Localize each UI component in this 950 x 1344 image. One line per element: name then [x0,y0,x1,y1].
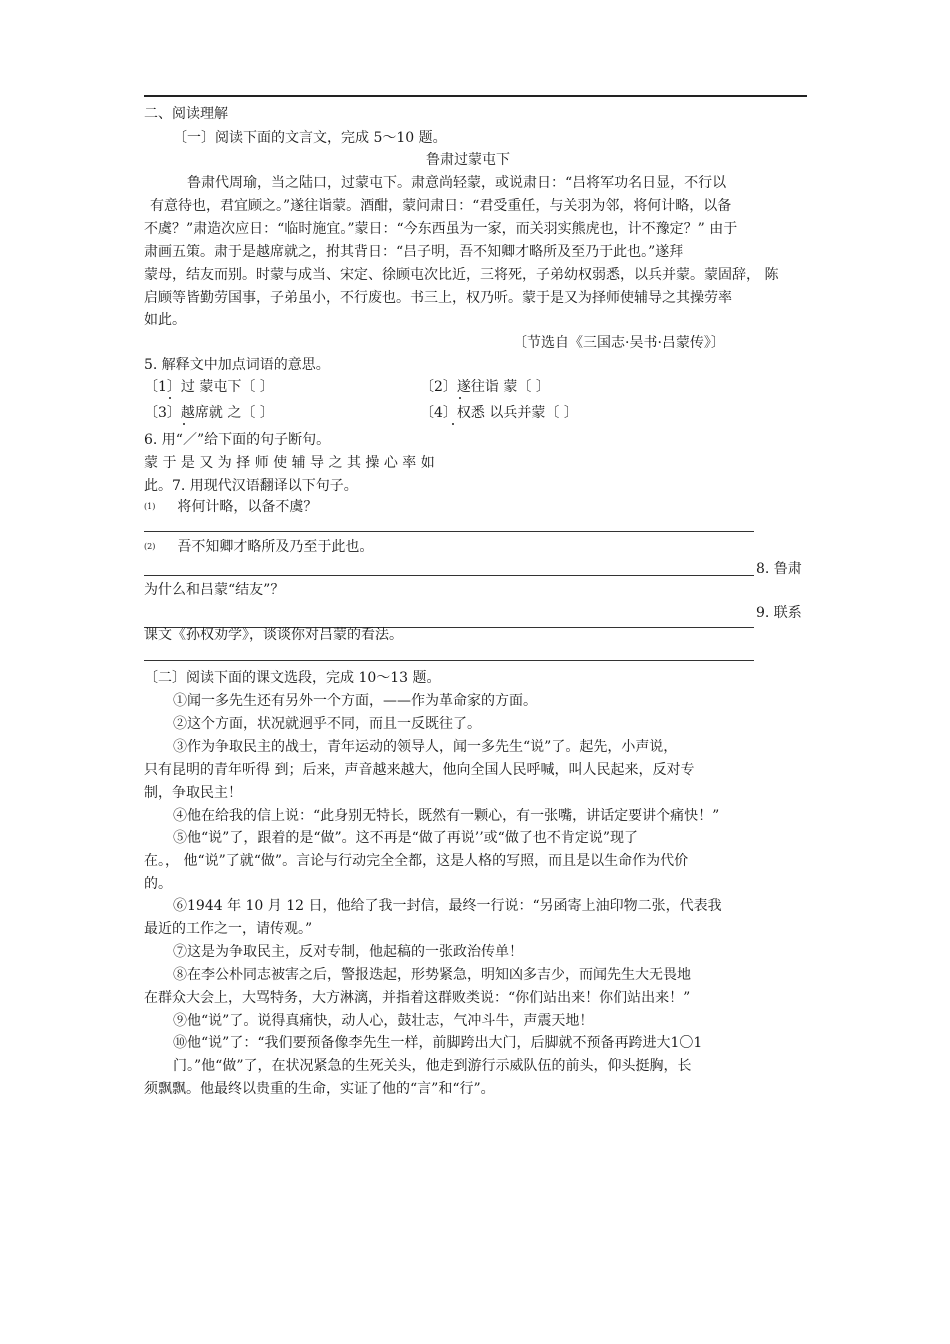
q8-text: 为什么和吕蒙“结友”？ [144,582,285,598]
answer-line [144,531,754,532]
part2-line: ①闻一多先生还有另外一个方面，——作为革命家的方面。 [173,693,537,709]
part2-line: ⑥1944 年 10 月 12 日，他给了我一封信，最终一行说：“另函寄上油印物二张，代表我 [173,898,722,914]
passage-line: 如此。 [144,312,186,328]
passage-line: 鲁肃代周瑜，当之陆口，过蒙屯下。肃意尚轻蒙，或说肃日：“吕将军功名日显，不行以 [187,175,727,191]
part2-line: 须飘飘。他最终以贵重的生命，实证了他的“言”和“行”。 [144,1081,495,1097]
q6-sentence-end: 此。7. 用现代汉语翻译以下句子。 [144,478,358,494]
part2-line: 最近的工作之一，请传观。” [144,921,313,937]
part2-line: 在群众大会上，大骂特务，大方淋漓，并指着这群败类说：“你们站出来！你们站出来！” [144,990,691,1006]
passage-title: 鲁肃过蒙屯下 [426,152,510,168]
q5-item-1: 〔1〕过 蒙屯下〔 〕 [144,379,274,395]
q5-item-2: 〔2〕遂往诣 蒙〔 〕 [420,379,550,395]
q8-label: 8. 鲁肃 [756,561,802,577]
part2-line: ④他在给我的信上说：“此身别无特长，既然有一颗心，有一张嘴，讲话定要讲个痛快！” [173,808,720,824]
part2-line: ⑦这是为争取民主，反对专制，他起稿的一张政治传单！ [173,944,523,960]
part1-instruction: 〔一〕阅读下面的文言文，完成 5～10 题。 [173,130,447,146]
part2-instruction: 〔二〕阅读下面的课文选段，完成 10～13 题。 [144,670,441,686]
q5-title: 5. 解释文中加点词语的意思。 [144,357,330,373]
q7-item-1: (1) 将何计略，以备不虞？ [144,499,318,515]
part2-line: 只有昆明的青年听得 到；后来，声音越来越大，他向全国人民呼喊，叫人民起来，反对专 [144,762,695,778]
passage-line: 有意待也，君宜顾之。”遂往诣蒙。酒酣，蒙问肃日：“君受重任，与关羽为邻，将何计略，以备 [150,198,732,214]
part2-line: ⑨他“说”了。说得真痛快，动人心，鼓壮志，气冲斗牛，声震天地！ [173,1013,594,1029]
q6-sentence: 蒙 于 是 又 为 择 师 使 辅 导 之 其 操 心 率 如 [144,455,435,471]
q9-label: 9. 联系 [756,605,802,621]
passage-line: 蒙母，结友而别。时蒙与成当、宋定、徐顾屯次比近，三将死，子弟幼权弱悉，以兵并蒙。蒙固辞， 陈 [144,267,779,283]
q5-item-4: 〔4〕权悉 以兵并蒙〔 〕 [420,405,578,421]
part2-line: ⑩他“说”了：“我们要预备像李先生一样，前脚跨出大门，后脚就不预备再跨进大1〇1 [173,1035,703,1051]
section-title: 二、阅读理解 [144,106,228,122]
answer-line [144,575,754,576]
q9-text: 课文《孙权劝学》，谈谈你对吕蒙的看法。 [144,627,403,643]
top-rule [144,95,807,97]
q6-title: 6. 用“／”给下面的句子断句。 [144,432,331,448]
part2-line: ⑧在李公朴同志被害之后，警报迭起，形势紧急，明知凶多吉少，而闻先生大无畏地 [173,967,691,983]
q7-item-2: (2) 吾不知卿才略所及乃至于此也。 [144,539,374,555]
part2-line: ⑤他“说”了，跟着的是“做”。这不再是“做了再说’’或“做了也不肯定说”现了 [173,830,638,846]
passage-source: 〔节选自《三国志·吴书·吕蒙传》〕 [513,335,725,351]
part2-line: 在。， 他“说”了就“做”。言论与行动完全全都，这是人格的写照，而且是以生命作为代价 [144,853,689,869]
part2-line: ②这个方面，状况就迥乎不同，而且一反既往了。 [173,716,481,732]
part2-line: 制，争取民主！ [144,785,242,801]
passage-line: 不虞？”肃造次应日：“临时施宜。”蒙日：“今东西虽为一家，而关羽实熊虎也，计不豫定？” 由于 [144,221,738,237]
passage-line: 启顾等皆勤劳国事，子弟虽小，不行废也。书三上，权乃听。蒙于是又为择师使辅导之其操劳率 [144,290,732,306]
q5-item-3: 〔3〕越席就 之〔 〕 [144,405,274,421]
answer-line [144,660,754,661]
part2-line: 门。”他“做”了，在状况紧急的生死关头，他走到游行示威队伍的前头，仰头挺胸，长 [173,1058,692,1074]
passage-line: 肃画五策。肃于是越席就之，拊其背日：“吕子明，吾不知卿才略所及至乃于此也。”遂拜 [144,244,684,260]
part2-line: 的。 [144,876,172,892]
part2-line: ③作为争取民主的战士，青年运动的领导人，闻一多先生“说”了。起先，小声说， [173,739,678,755]
